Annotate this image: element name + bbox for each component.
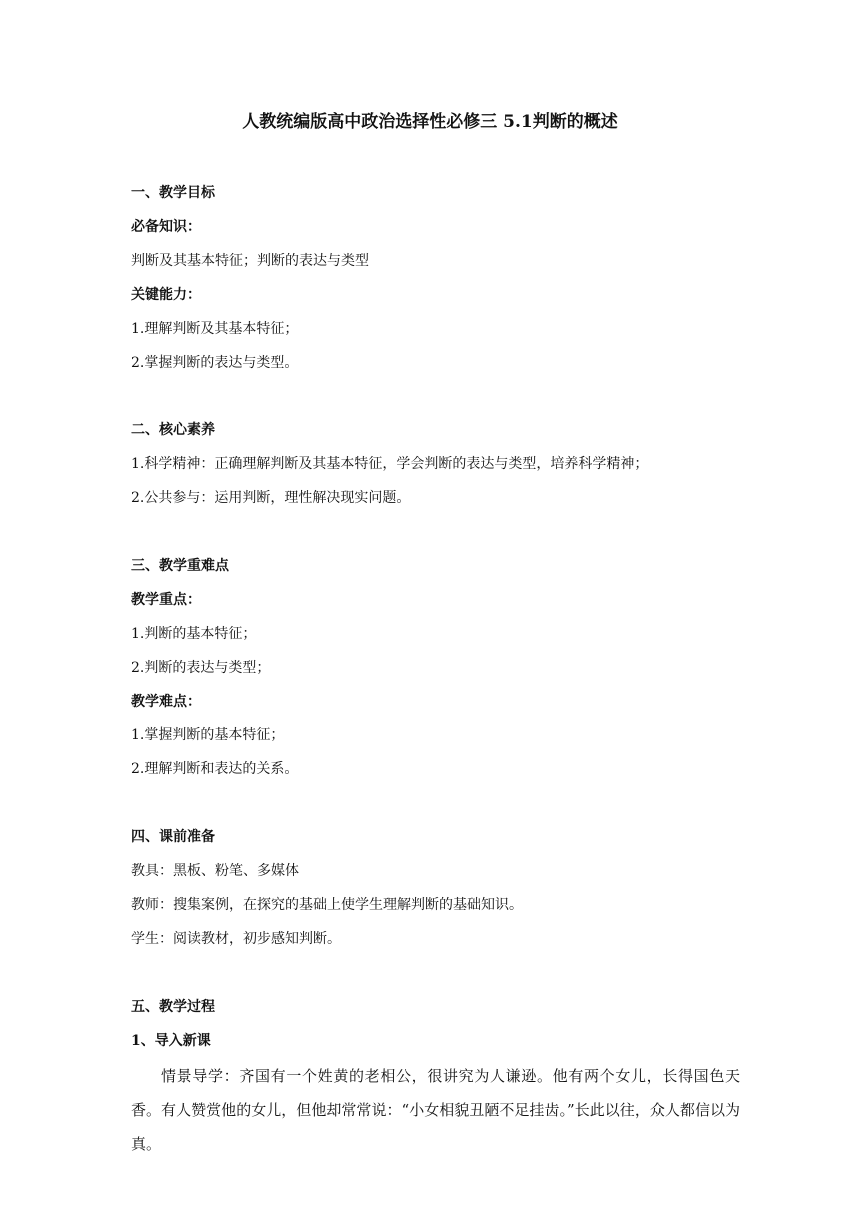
spacer [131, 957, 741, 991]
spacer [131, 516, 741, 550]
key-point-item: 1.判断的基本特征； [131, 625, 257, 642]
difficulty-item: 1.掌握判断的基本特征； [131, 727, 285, 744]
intro-paragraph: 情景导学：齐国有一个姓黄的老相公，很讲究为人谦逊。他有两个女儿，长得国色天香。有人赞赏他的女儿，但他却常常说：“小女相貌丑陋不足挂齿。”长此以往，众人都信以为真。 [131, 1066, 740, 1153]
spacer [131, 380, 741, 414]
section-heading-preparation: 四、课前准备 [131, 829, 215, 846]
preparation-item: 学生：阅读教材，初步感知判断。 [131, 930, 341, 947]
section-heading-core-literacy: 二、核心素养 [131, 422, 215, 439]
core-literacy-item: 2.公共参与：运用判断，理性解决现实问题。 [131, 490, 411, 507]
document-title: 人教统编版高中政治选择性必修三 5.1判断的概述 [242, 112, 618, 132]
knowledge-text: 判断及其基本特征；判断的表达与类型 [131, 252, 369, 269]
document-body [131, 177, 741, 1161]
key-point-item: 2.判断的表达与类型； [131, 659, 271, 676]
knowledge-label: 必备知识： [131, 218, 201, 235]
spacer [131, 787, 741, 821]
ability-item: 1.理解判断及其基本特征； [131, 320, 299, 337]
difficulty-label: 教学难点： [131, 693, 201, 710]
difficulty-item: 2.理解判断和表达的关系。 [131, 761, 299, 778]
ability-label: 关键能力： [131, 286, 201, 303]
preparation-item: 教师：搜集案例，在探究的基础上使学生理解判断的基础知识。 [131, 896, 523, 913]
ability-item: 2.掌握判断的表达与类型。 [131, 354, 299, 371]
section-heading-objectives: 一、教学目标 [131, 185, 215, 201]
section-heading-key-difficult: 三、教学重难点 [131, 557, 229, 574]
section-heading-process: 五、教学过程 [131, 998, 215, 1015]
core-literacy-item: 1.科学精神：正确理解判断及其基本特征，学会判断的表达与类型，培养科学精神； [131, 456, 649, 473]
preparation-item: 教具：黑板、粉笔、多媒体 [131, 863, 299, 880]
key-points-label: 教学重点： [131, 591, 201, 608]
subsection-heading-intro: 1、导入新课 [131, 1032, 211, 1049]
